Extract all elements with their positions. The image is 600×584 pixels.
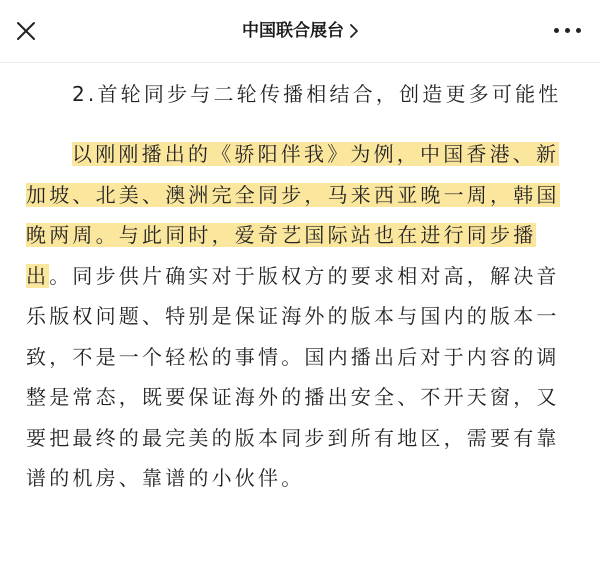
more-dots-icon[interactable] [554, 28, 582, 36]
article-paragraph [26, 134, 582, 499]
highlighted-text: 以刚刚播出的《骄阳伴我》为例，中国香港、新加坡、北美、澳洲完全同步，马来西亚晚一周，韩国晚两周。与此同时，爱奇艺国际站也在进行同步播出 [26, 142, 560, 288]
article-body [26, 62, 582, 499]
section-heading: 2.首轮同步与二轮传播相结合，创造更多可能性 [72, 82, 562, 106]
chevron-right-icon [350, 24, 358, 38]
paragraph-text: 。同步供片确实对于版权方的要求相对高，解决音乐版权问题、特别是保证海外的版本与国内的版本一致，不是一个轻松的事情。国内播出后对于内容的调整是常态，既要保证海外的播出安全、不开天窗，又要把最终的最完美的版本同步到所有地区，需要有靠谱的机房、靠谱的小伙伴。 [26, 263, 560, 490]
nav-title-container [0, 18, 600, 44]
top-nav-bar [0, 0, 600, 63]
account-title-link[interactable] [242, 18, 358, 44]
account-title: 中国联合展台 [242, 21, 344, 41]
